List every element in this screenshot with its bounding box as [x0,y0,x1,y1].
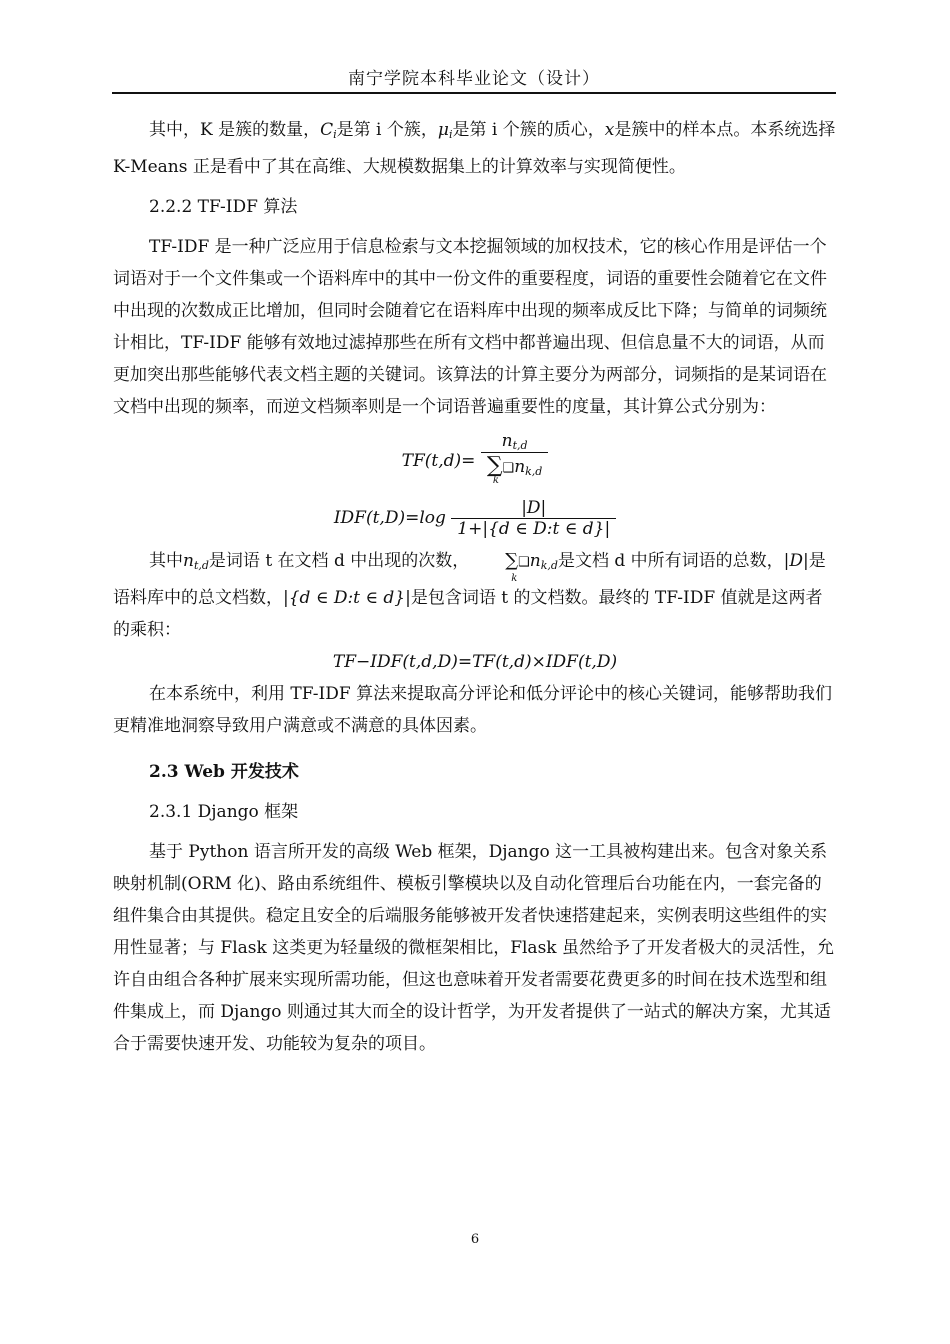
math-x: x [604,120,615,140]
running-header: 南宁学院本科毕业论文（设计） [348,69,600,89]
math-set: |{d ∈ D:t ∈ d}| [283,588,411,608]
fraction-numerator [481,431,549,453]
text-fragment: 是包含词语 t 的文档数。最终的 TF-IDF 值就是这两者的乘积： [113,588,823,640]
placeholder-box: ❑ [502,461,515,476]
paragraph-tfidf-usage: 在本系统中，利用 TF-IDF 算法来提取高分评论和低分评论中的核心关键词，能够帮助我们更精准地洞察导致用户满意或不满意的具体因素。 [113,684,833,736]
fraction-denominator: 1+|{d ∈ D:t ∈ d}| [457,519,611,539]
equation-tf [113,431,837,492]
page-number: 6 [470,1232,480,1247]
equation-lhs: TF(t,d)= [401,451,476,471]
equation-lhs: IDF(t,D)=log [333,508,446,528]
math-symbol: n [501,431,513,451]
math-n-kd [530,551,558,571]
paragraph-django: 基于 Python 语言所开发的高级 Web 框架，Django 这一工具被构建出来。包含对象关系映射机制(ORM 化)、路由系统组件、模板引擎模块以及自动化管理后台功能在内，一套完备的组件集合由其提供。稳定且安全的后端服务能够被开发者快速搭建起来，实例表明这些组件的实用性显著；与 Flask 这类更为轻量级的微框架相比，Flask 虽然给予了开发者极大的灵活性，允许自由组合各种扩展来实现所需功能，但这也意味着开发者需要花费更多的时间在技术选型和组件集成上，而 Django 则通过其大而全的设计哲学，为开发者提供了一站式的解决方案，尤其适合于需要快速开发、功能较为复杂的项目。 [113,842,834,1054]
equation-idf [113,498,837,539]
sum-symbol [486,453,503,486]
equation-tfidf [113,652,837,672]
fraction-denominator [481,453,549,492]
section-heading-2-3: 2.3 Web 开发技术 [149,762,299,782]
text-fragment: 是文档 d 中所有词语的总数， [557,551,784,571]
math-n-td [183,551,209,571]
fraction-numerator: |D| [451,498,616,519]
math-symbol: n [183,551,194,571]
math-subscript: k,d [540,559,558,572]
text-fragment: 是簇中的样本点。本系统选择 K-Means 正是看中了其在高维、大规模数据集上的计算效率与实现简便性。 [113,120,836,177]
math-symbol: n [514,457,526,477]
text-fragment: 其中 [149,551,183,571]
text-fragment: 是语料库中的总文档数， [113,551,826,608]
math-symbol: μ [437,120,449,140]
section-heading-2-3-1: 2.3.1 Django 框架 [149,802,299,822]
placeholder-box: ❑ [518,555,530,570]
text-fragment: 是第 i 个簇， [336,120,438,140]
text-fragment: 是词语 t 在文档 d 中出现的次数， [208,551,470,571]
math-ci [320,120,337,140]
page-body [113,114,837,1060]
header-rule [112,92,836,94]
equation-text: TF−IDF(t,d,D)=TF(t,d)×IDF(t,D) [332,652,618,672]
sum-symbol [469,545,519,584]
math-subscript: k,d [525,465,543,478]
sum-sign: ∑ [505,550,519,571]
math-subscript: t,d [193,559,209,572]
math-D: |D| [783,551,809,571]
math-mu [438,120,453,140]
math-subscript: i [333,128,337,141]
math-subscript: i [448,128,453,141]
sum-sign: ∑ [486,453,503,478]
math-subscript: t,d [512,439,528,452]
paragraph-tfidf-intro: TF-IDF 是一种广泛应用于信息检索与文本挖掘领域的加权技术，它的核心作用是评估一个词语对于一个文件集或一个语料库中的其中一份文件的重要程度，词语的重要性会随着它在文件中出现的次数成正比增加，但同时会随着它在语料库中出现的频率成反比下降；与简单的词频统计相比，TF-IDF 能够有效地过滤掉那些在所有文档中都普遍出现、但信息量不大的词语，从而更加突出那些能够代表文档主题的关键词。该算法的计算主要分为两部分，词频指的是某词语在文档中出现的频率，而逆文档频率则是一个词语普遍重要性的度量，其计算公式分别为： [113,237,827,417]
sum-index: k [492,475,499,486]
math-symbol: n [529,551,541,571]
math-symbol: C [320,120,334,140]
paragraph-formula-explanation [113,545,837,646]
text-fragment: 是第 i 个簇的质心， [452,120,605,140]
fraction [481,431,549,492]
fraction [451,498,616,539]
text-fragment: 其中，K 是簇的数量， [149,120,321,140]
sum-index: k [511,573,518,584]
paragraph-kmeans-note [113,114,837,183]
section-heading-2-2-2: 2.2.2 TF-IDF 算法 [149,197,298,217]
